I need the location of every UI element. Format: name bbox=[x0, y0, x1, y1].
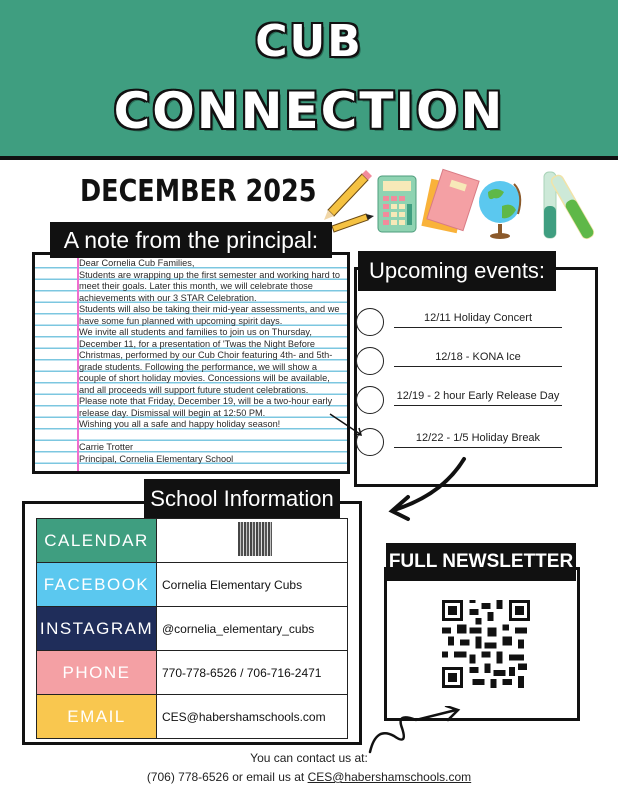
event-text: 12/22 - 1/5 Holiday Break bbox=[394, 432, 562, 448]
phone-value: 770-778-6526 / 706-716-2471 bbox=[157, 651, 348, 695]
instagram-label: INSTAGRAM bbox=[37, 607, 157, 651]
event-text: 12/11 Holiday Concert bbox=[394, 312, 562, 328]
note-paragraph: Please note that Friday, December 19, will be a two-hour early release day. Dismissal will begin at 12:50 PM. bbox=[79, 396, 333, 418]
full-newsletter-label: FULL NEWSLETTER bbox=[386, 543, 576, 581]
test-tube-icon bbox=[544, 172, 595, 240]
globe-icon bbox=[479, 181, 521, 239]
instagram-value: @cornelia_elementary_cubs bbox=[157, 607, 348, 651]
note-paragraph: We invite all students and families to join us on Thursday, December 11, for a presentation of 'Twas the Night Before Christmas, performed by our Cub Choir featuring 4th- and 5th-grade students. Following the performance, we will show a couple of short holiday movies. Concessions will be available, and all proceeds will support future student celebrations. bbox=[79, 327, 333, 395]
calendar-qr-cell bbox=[157, 519, 348, 563]
principal-note-label: A note from the principal: bbox=[50, 222, 332, 258]
note-paragraph: Students will also be taking their mid-year assessments, and we have some fun planned with upcoming spirit days. bbox=[79, 304, 340, 326]
event-item bbox=[356, 386, 586, 418]
event-item bbox=[356, 428, 586, 460]
table-row bbox=[37, 607, 348, 651]
upcoming-events-label: Upcoming events: bbox=[358, 251, 556, 291]
month-heading: DECEMBER 2025 bbox=[80, 174, 317, 209]
event-item bbox=[356, 308, 586, 340]
calculator-icon bbox=[378, 176, 416, 232]
checkbox-circle-icon bbox=[356, 308, 384, 336]
note-paragraph: Wishing you all a safe and happy holiday season! bbox=[79, 419, 281, 429]
footer-email-link[interactable]: CES@habershamschools.com bbox=[307, 770, 472, 784]
event-item bbox=[356, 347, 586, 379]
header-banner bbox=[0, 0, 618, 160]
calendar-label: CALENDAR bbox=[37, 519, 157, 563]
table-row bbox=[37, 695, 348, 739]
note-paragraph: Dear Cornelia Cub Families, bbox=[79, 258, 195, 268]
table-row bbox=[37, 563, 348, 607]
notebook-icon bbox=[421, 169, 479, 233]
calendar-qr-code-icon[interactable] bbox=[238, 522, 272, 556]
event-text: 12/19 - 2 hour Early Release Day bbox=[394, 390, 562, 406]
table-row bbox=[37, 519, 348, 563]
footer-phone-text: (706) 778-6526 or email us at bbox=[146, 770, 308, 784]
facebook-label: FACEBOOK bbox=[37, 563, 157, 607]
note-paragraph: Students are wrapping up the first semester and working hard to meet their goals. Later this month, we will celebrate those achievements with our 3 STAR Celebration. bbox=[79, 269, 340, 303]
checkbox-circle-icon bbox=[356, 386, 384, 414]
checkbox-circle-icon bbox=[356, 428, 384, 456]
principal-note-text bbox=[79, 258, 343, 465]
footer-contact-heading: You can contact us at: bbox=[250, 751, 368, 765]
email-label: EMAIL bbox=[37, 695, 157, 739]
email-value: CES@habershamschools.com bbox=[157, 695, 348, 739]
checkbox-circle-icon bbox=[356, 347, 384, 375]
footer-contact-line bbox=[0, 770, 618, 784]
principal-note-box bbox=[32, 252, 350, 474]
school-information-table bbox=[36, 518, 348, 739]
newsletter-title-line2: CONNECTION bbox=[113, 82, 505, 140]
signature-title: Principal, Cornelia Elementary School bbox=[79, 453, 234, 464]
phone-label: PHONE bbox=[37, 651, 157, 695]
school-supplies-decoration bbox=[322, 166, 618, 248]
table-row bbox=[37, 651, 348, 695]
facebook-value: Cornelia Elementary Cubs bbox=[157, 563, 348, 607]
newsletter-title-line1: CUB bbox=[255, 16, 363, 67]
signature-name: Carrie Trotter bbox=[79, 442, 134, 452]
event-text: 12/18 - KONA Ice bbox=[394, 351, 562, 367]
newsletter-qr-code-icon[interactable] bbox=[442, 600, 530, 688]
school-information-label: School Information bbox=[144, 479, 340, 519]
